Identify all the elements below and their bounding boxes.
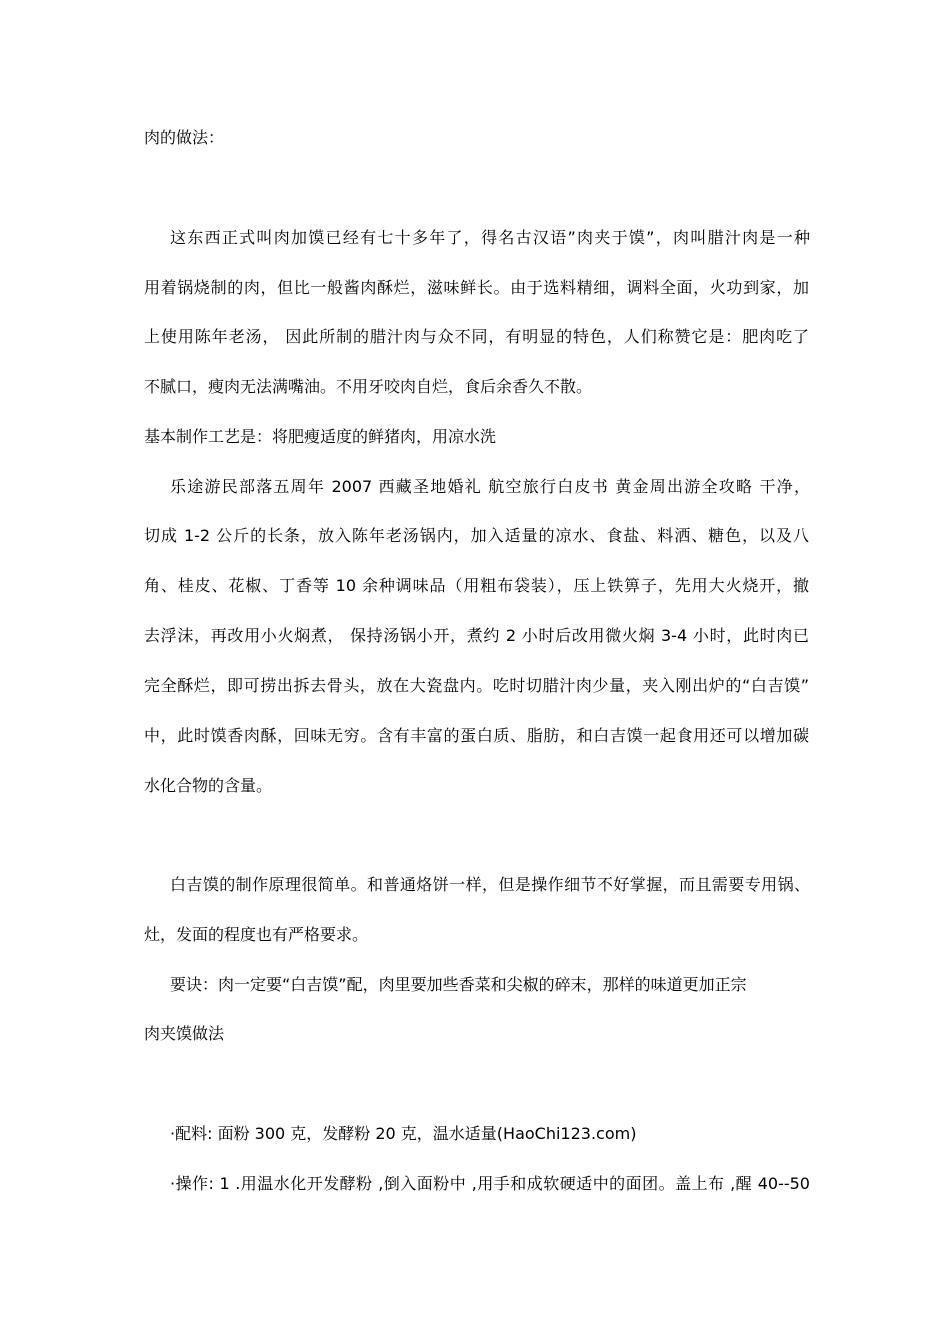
paragraph-1-line-3: 上使用陈年老汤， 因此所制的腊汁肉与众不同，有明显的特色，人们称赞它是：肥肉吃了: [144, 327, 809, 346]
paragraph-4-line-1: 白吉馍的制作原理很简单。和普通烙饼一样，但是操作细节不好掌握，而且需要专用锅、: [170, 875, 810, 894]
heading-meat-method: 肉的做法：: [144, 128, 225, 147]
paragraph-2: 基本制作工艺是：将肥瘦适度的鲜猪肉，用凉水洗: [144, 427, 497, 446]
paragraph-3-line-4: 去浮沫，再改用小火焖煮， 保持汤锅小开，煮约 2 小时后改用微火焖 3-4 小时，此时肉已: [144, 626, 809, 645]
paragraph-3-line-5: 完全酥烂，即可捞出拆去骨头，放在大瓷盘内。吃时切腊汁肉少量，夹入刚出炉的“白吉馍”: [144, 676, 809, 695]
paragraph-3-line-1: 乐途游民部落五周年 2007 西藏圣地婚礼 航空旅行白皮书 黄金周出游全攻略 干净，: [170, 477, 810, 496]
paragraph-4-line-2: 灶，发面的程度也有严格要求。: [144, 925, 369, 944]
paragraph-3-line-3: 角、桂皮、花椒、丁香等 10 余种调味品（用粗布袋装），压上铁箅子，先用大火烧开，撤: [144, 576, 809, 595]
paragraph-5-tip: 要诀：肉一定要“白吉馍”配，肉里要加些香菜和尖椒的碎末，那样的味道更加正宗: [170, 975, 747, 994]
paragraph-1-line-2: 用着锅烧制的肉，但比一般酱肉酥烂，滋味鲜长。由于选料精细，调料全面，火功到家，加: [144, 278, 809, 297]
steps-line: ·操作: 1 .用温水化开发酵粉 ,倒入面粉中 ,用手和成软硬适中的面团。盖上布 ,醒 40--50: [170, 1174, 810, 1193]
paragraph-3-line-2: 切成 1-2 公斤的长条，放入陈年老汤锅内，加入适量的凉水、食盐、料洒、糖色，以及八: [144, 526, 809, 545]
paragraph-1-line-4: 不腻口，瘦肉无法满嘴油。不用牙咬肉自烂，食后余香久不散。: [144, 377, 593, 396]
paragraph-3-line-7: 水化合物的含量。: [144, 776, 273, 795]
heading-bun-method: 肉夹馍做法: [144, 1024, 225, 1043]
paragraph-3-line-6: 中，此时馍香肉酥，回味无穷。含有丰富的蛋白质、脂肪，和白吉馍一起食用还可以增加碳: [144, 726, 809, 745]
paragraph-1-line-1: 这东西正式叫肉加馍已经有七十多年了，得名古汉语”肉夹于馍”，肉叫腊汁肉是一种: [170, 228, 810, 247]
ingredients-line: ·配料: 面粉 300 克，发酵粉 20 克，温水适量(HaoChi123.com): [170, 1124, 637, 1143]
